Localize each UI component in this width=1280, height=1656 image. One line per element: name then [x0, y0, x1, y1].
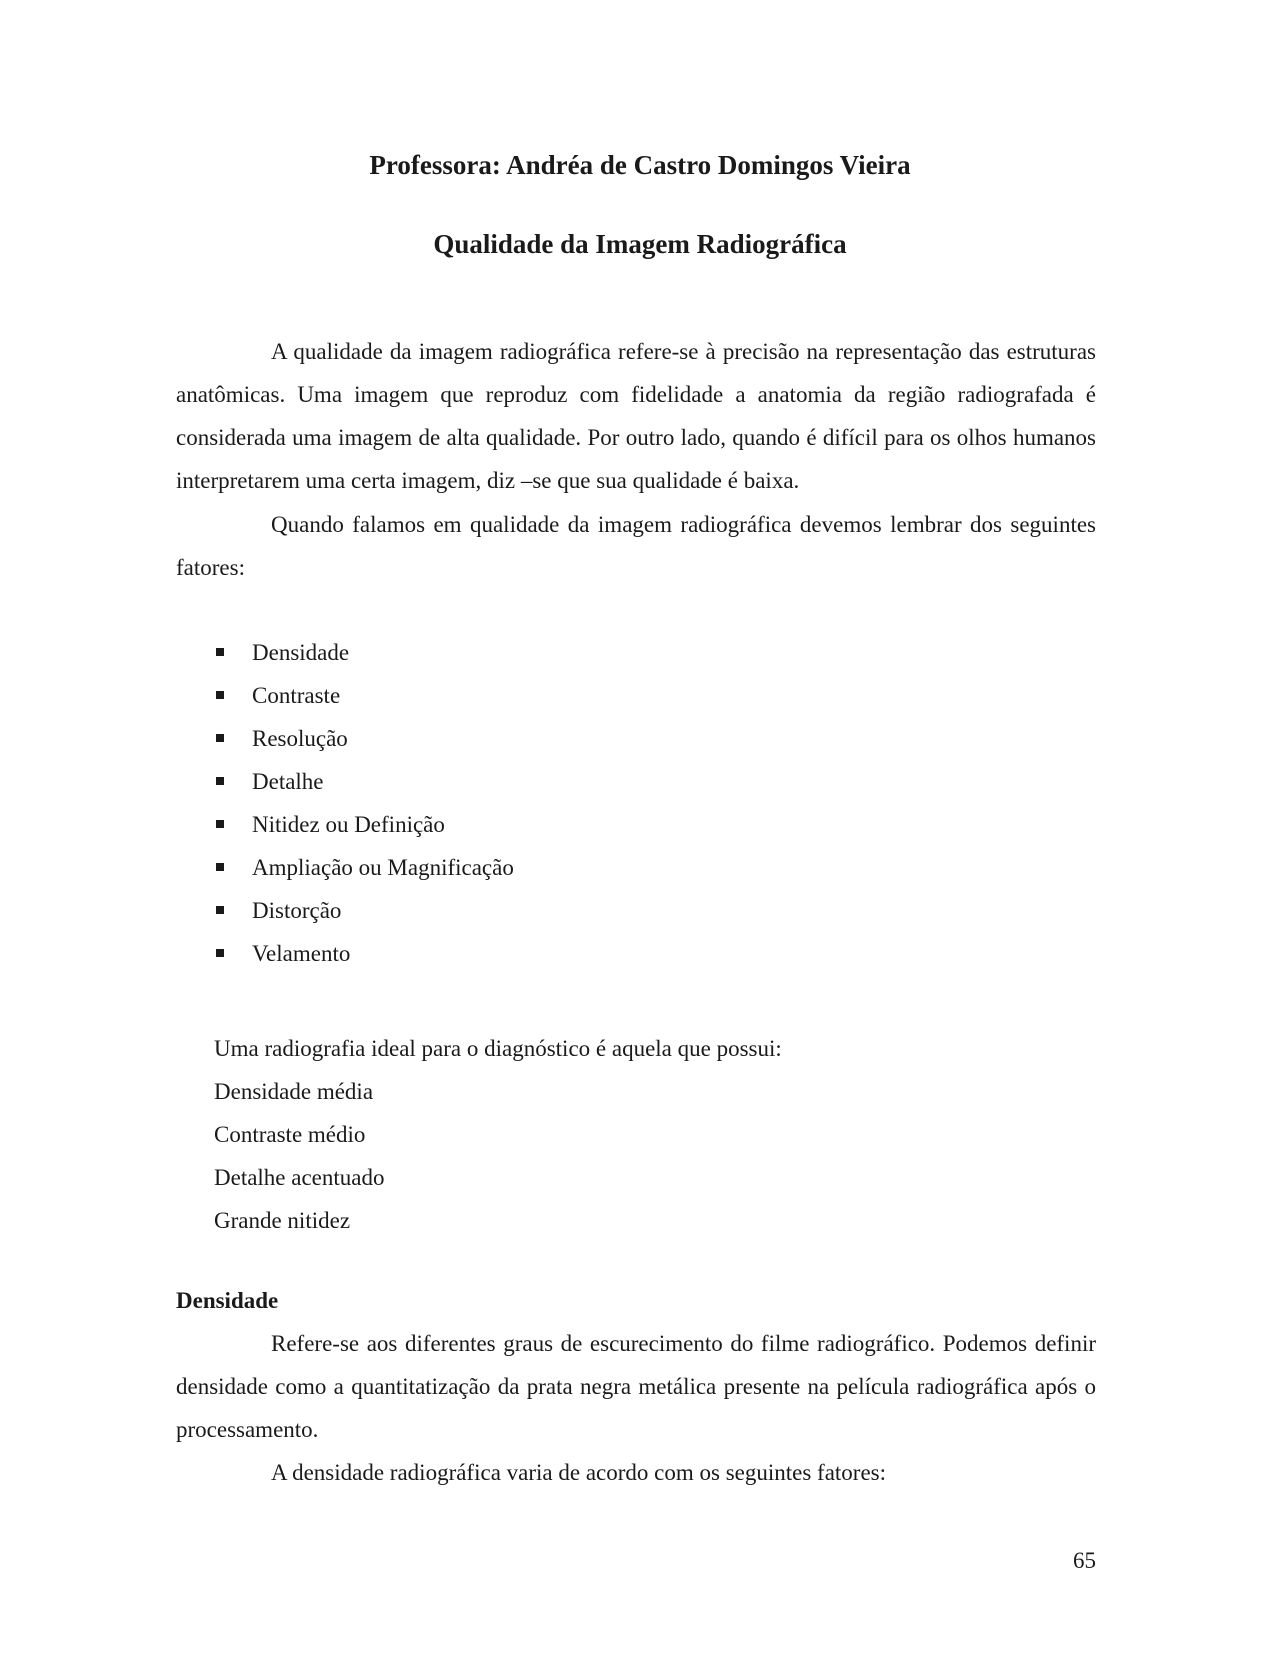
factor-label: Densidade — [252, 640, 350, 665]
list-item — [216, 717, 514, 760]
factors-intro-paragraph: Quando falamos em qualidade da imagem radiográfica devemos lembrar dos seguintes fatores: — [176, 512, 1096, 580]
bullet-square-icon — [216, 691, 224, 699]
factors-list — [216, 631, 514, 975]
bullet-square-icon — [216, 820, 224, 828]
factor-label: Detalhe — [252, 769, 324, 794]
list-item — [216, 631, 514, 674]
density-paragraph: Refere-se aos diferentes graus de escurecimento do filme radiográfico. Podemos definir densidade como a quantitatização da prata negra metálica presente na película radiográfica após o processamento. — [176, 1331, 1096, 1442]
list-item — [216, 674, 514, 717]
list-item — [216, 889, 514, 932]
ideal-radiograph-list — [214, 1027, 782, 1242]
section-heading-densidade: Densidade — [176, 1288, 279, 1313]
list-item: Densidade média — [214, 1079, 374, 1104]
density-factors-paragraph: A densidade radiográfica varia de acordo com os seguintes fatores: — [271, 1460, 887, 1485]
list-item — [216, 932, 514, 975]
bullet-square-icon — [216, 949, 224, 957]
bullet-square-icon — [216, 648, 224, 656]
page-number: 65 — [1073, 1548, 1096, 1573]
bullet-square-icon — [216, 734, 224, 742]
bullet-square-icon — [216, 906, 224, 914]
author-line: Professora: Andréa de Castro Domingos Vieira — [369, 150, 911, 180]
factor-label: Ampliação ou Magnificação — [252, 855, 514, 880]
factor-label: Distorção — [252, 898, 342, 923]
factor-label: Contraste — [252, 683, 341, 708]
factor-label: Nitidez ou Definição — [252, 812, 445, 837]
list-item — [216, 803, 514, 846]
list-item: Detalhe acentuado — [214, 1165, 385, 1190]
list-item — [216, 760, 514, 803]
intro-paragraph: A qualidade da imagem radiográfica refere-se à precisão na representação das estruturas anatômicas. Uma imagem que reproduz com fidelidade a anatomia da região radiografada é considerada uma imagem de alta qualidade. Por outro lado, quando é difícil para os olhos humanos interpretarem uma certa imagem, diz –se que sua qualidade é baixa. — [176, 339, 1096, 493]
list-item: Contraste médio — [214, 1122, 366, 1147]
factor-label: Resolução — [252, 726, 348, 751]
bullet-square-icon — [216, 777, 224, 785]
bullet-square-icon — [216, 863, 224, 871]
list-item: Grande nitidez — [214, 1208, 351, 1233]
list-item — [216, 846, 514, 889]
document-title: Qualidade da Imagem Radiográfica — [433, 229, 847, 259]
ideal-intro-line: Uma radiografia ideal para o diagnóstico é aquela que possui: — [214, 1036, 782, 1061]
factor-label: Velamento — [252, 941, 351, 966]
